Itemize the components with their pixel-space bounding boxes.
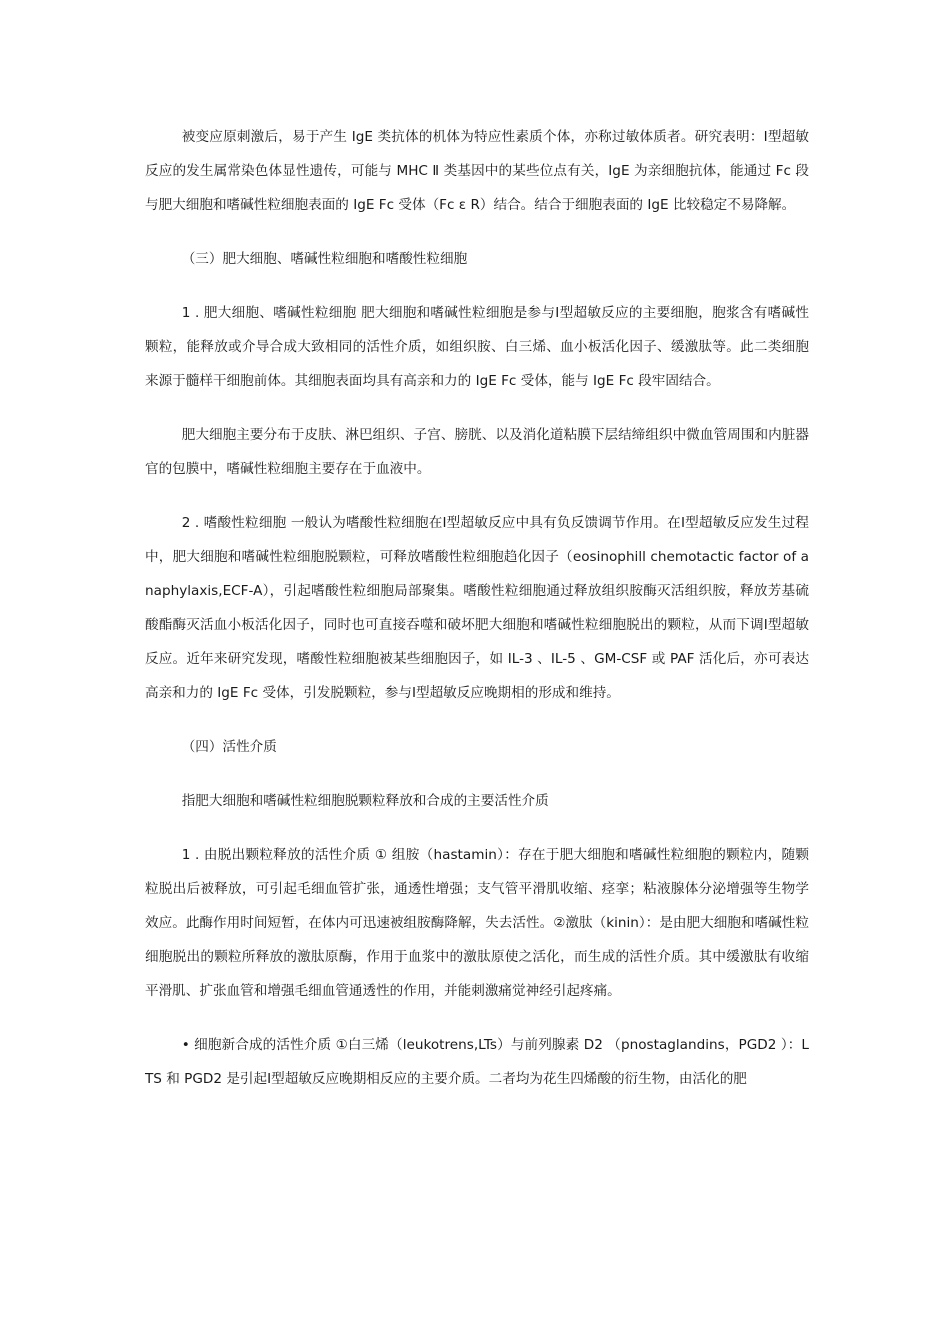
paragraph-mast-basophil: 1 . 肥大细胞、嗜碱性粒细胞 肥大细胞和嗜碱性粒细胞是参与Ⅰ型超敏反应的主要细胞，胞浆含有嗜碱性颗粒，能释放或介导合成大致相同的活性介质，如组织胺、白三烯、血小板活化因子、缓激肽等。此二类细胞来源于髓样干细胞前体。其细胞表面均具有高亲和力的 IgE Fc 受体，能与 IgE Fc 段牢固结合。 [145,305,809,389]
paragraph-mast-distribution: 肥大细胞主要分布于皮肤、淋巴组织、子宫、膀胱、以及消化道粘膜下层结缔组织中微血管周围和内脏器官的包膜中，嗜碱性粒细胞主要存在于血液中。 [145,427,809,477]
paragraph-ige-atopy: 被变应原刺激后，易于产生 IgE 类抗体的机体为特应性素质个体，亦称过敏体质者。研究表明：Ⅰ型超敏反应的发生属常染色体显性遗传，可能与 MHC Ⅱ 类基因中的某些位点有关，IgE 为亲细胞抗体，能通过 Fc 段与肥大细胞和嗜碱性粒细胞表面的 IgE Fc 受体（Fc ε R）结合。结合于细胞表面的 IgE 比较稳定不易降解。 [145,129,809,213]
paragraph-new-mediators: • 细胞新合成的活性介质 ①白三烯（leukotrens,LTs）与前列腺素 D2 （pnostaglandins，PGD2 ）：LTS 和 PGD2 是引起Ⅰ型超敏反应晚期相反应的主要介质。二者均为花生四烯酸的衍生物，由活化的肥 [145,1037,809,1087]
paragraph-granule-mediators: 1 . 由脱出颗粒释放的活性介质 ① 组胺（hastamin）：存在于肥大细胞和嗜碱性粒细胞的颗粒内，随颗粒脱出后被释放，可引起毛细血管扩张，通透性增强；支气管平滑肌收缩、痉挛；粘液腺体分泌增强等生物学效应。此酶作用时间短暂，在体内可迅速被组胺酶降解，失去活性。②激肽（kinin）：是由肥大细胞和嗜碱性粒细胞脱出的颗粒所释放的激肽原酶，作用于血浆中的激肽原使之活化，而生成的活性介质。其中缓激肽有收缩平滑肌、扩张血管和增强毛细血管通透性的作用，并能刺激痛觉神经引起疼痛。 [145,847,809,999]
paragraph-eosinophil: 2 . 嗜酸性粒细胞 一般认为嗜酸性粒细胞在Ⅰ型超敏反应中具有负反馈调节作用。在Ⅰ型超敏反应发生过程中，肥大细胞和嗜碱性粒细胞脱颗粒，可释放嗜酸性粒细胞趋化因子（eosinophill chemotactic factor of anaphylaxis,ECF-A），引起嗜酸性粒细胞局部聚集。嗜酸性粒细胞通过释放组织胺酶灭活组织胺，释放芳基硫酸酯酶灭活血小板活化因子，同时也可直接吞噬和破坏肥大细胞和嗜碱性粒细胞脱出的颗粒，从而下调Ⅰ型超敏反应。近年来研究发现，嗜酸性粒细胞被某些细胞因子，如 IL-3 、IL-5 、GM-CSF 或 PAF 活化后，亦可表达高亲和力的 IgE Fc 受体，引发脱颗粒，参与Ⅰ型超敏反应晚期相的形成和维持。 [145,515,809,701]
document-page [145,120,809,1096]
paragraph-mediators-intro: 指肥大细胞和嗜碱性粒细胞脱颗粒释放和合成的主要活性介质 [181,793,549,809]
section-heading-3: （三）肥大细胞、嗜碱性粒细胞和嗜酸性粒细胞 [181,251,468,267]
section-heading-4: （四）活性介质 [181,739,277,755]
